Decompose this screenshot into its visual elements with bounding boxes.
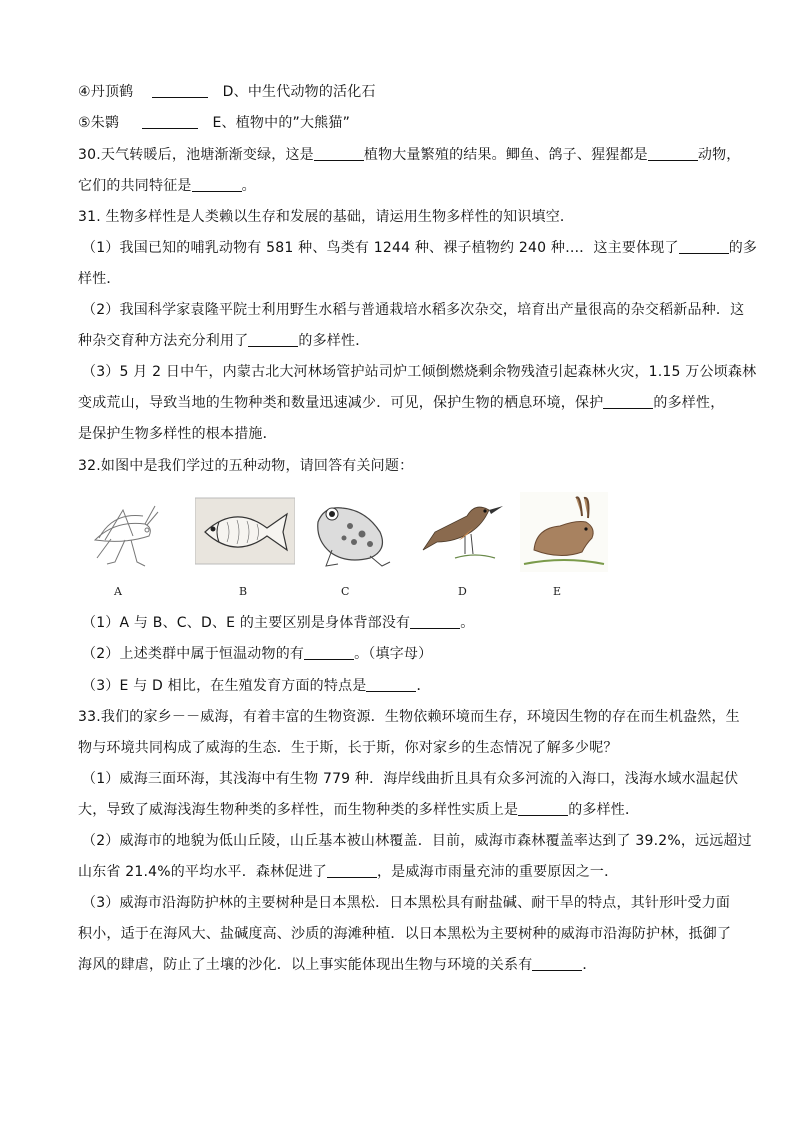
question-text: 变成荒山，导致当地的生物种类和数量迅速减少．可见，保护生物的栖息环境，保护 xyxy=(78,395,604,411)
question-text: 的多样性． xyxy=(298,333,370,349)
figure-label-c: C xyxy=(341,585,350,598)
answer-blank[interactable] xyxy=(248,332,298,347)
question-text: 31. 生物多样性是人类赖以生存和发展的基础，请运用生物多样性的知识填空． xyxy=(78,209,575,225)
question-32-3 xyxy=(82,676,727,696)
question-33-stem-2 xyxy=(78,738,723,758)
answer-blank[interactable] xyxy=(327,863,377,878)
question-text: 。（填字母） xyxy=(354,646,433,662)
question-32-2 xyxy=(82,644,727,664)
question-text: ，是威海市雨量充沛的重要原因之一． xyxy=(376,864,619,880)
answer-blank[interactable] xyxy=(142,114,198,129)
question-31-stem xyxy=(78,207,723,227)
question-text: 是保护生物多样性的根本措施． xyxy=(78,426,277,442)
rabbit-illustration xyxy=(520,492,608,572)
question-31-3-line-3 xyxy=(78,424,723,444)
question-text: 样性． xyxy=(78,271,121,287)
question-33-stem-1 xyxy=(78,707,740,727)
question-text: 的多 xyxy=(728,240,758,256)
answer-blank[interactable] xyxy=(366,677,416,692)
question-text: 积小，适于在海风大、盐碱度高、沙质的海滩种植．以日本黑松为主要树种的威海市沿海防护林，抵御了 xyxy=(78,926,732,942)
question-text: （2）上述类群中属于恒温动物的有 xyxy=(82,646,305,662)
question-text: 大，导致了威海浅海生物种类的多样性，而生物种类的多样性实质上是 xyxy=(78,802,519,818)
question-text: 种杂交育种方法充分利用了 xyxy=(78,333,249,349)
answer-blank[interactable] xyxy=(410,614,460,629)
question-33-1-line-2 xyxy=(78,800,723,820)
question-text: 植物大量繁殖的结果。鲫鱼、鸽子、猩猩都是 xyxy=(363,147,648,163)
answer-blank[interactable] xyxy=(603,394,653,409)
bird-illustration xyxy=(415,492,510,572)
question-text: （3）威海市沿海防护林的主要树种是日本黑松．日本黑松具有耐盐碱、耐干旱的特点，其针形叶受力面 xyxy=(82,895,731,911)
question-text: （3）E 与 D 相比，在生殖发育方面的特点是 xyxy=(82,678,367,694)
question-text: 山东省 21.4%的平均水平．森林促进了 xyxy=(78,864,327,880)
question-33-1-line-1 xyxy=(82,769,739,789)
answer-blank[interactable] xyxy=(152,83,208,98)
question-text: 。 xyxy=(460,615,475,631)
question-31-3-line-2 xyxy=(78,393,723,413)
question-30-line-2 xyxy=(78,176,723,196)
question-text: 32.如图中是我们学过的五种动物，请回答有关问题： xyxy=(78,458,414,474)
question-31-2-line-1 xyxy=(82,300,745,320)
question-30-line-1 xyxy=(78,145,741,165)
option-text: E、植物中的”大熊猫” xyxy=(212,115,351,131)
question-text: 它们的共同特征是 xyxy=(78,178,192,194)
question-text: ． xyxy=(582,957,597,973)
question-32-stem xyxy=(78,456,723,476)
question-31-1-line-2 xyxy=(78,269,723,289)
question-text: （2）我国科学家袁隆平院士利用野生水稻与普通栽培水稻多次杂交，培育出产量很高的杂交稻新品种．这 xyxy=(82,302,745,318)
option-line-4 xyxy=(78,82,723,102)
question-32-1 xyxy=(82,613,727,633)
question-31-1-line-1 xyxy=(82,238,758,258)
answer-blank[interactable] xyxy=(314,146,364,161)
grasshopper-illustration xyxy=(85,492,160,572)
question-text: （2）威海市的地貌为低山丘陵，山丘基本被山林覆盖．目前，威海市森林覆盖率达到了 39.2%，远远超过 xyxy=(82,833,752,849)
question-33-2-line-1 xyxy=(82,831,752,851)
answer-blank[interactable] xyxy=(192,177,242,192)
question-text: 海风的肆虐，防止了土壤的沙化．以上事实能体现出生物与环境的关系有 xyxy=(78,957,533,973)
option-label: ⑤朱鹮 xyxy=(78,115,120,131)
question-33-3-line-1 xyxy=(82,893,731,913)
question-text: 物与环境共同构成了威海的生态．生于斯，长于斯，你对家乡的生态情况了解多少呢？ xyxy=(78,740,618,756)
option-label: ④丹顶鹤 xyxy=(78,84,134,100)
question-31-2-line-2 xyxy=(78,331,723,351)
question-text: （1）A 与 B、C、D、E 的主要区别是身体背部没有 xyxy=(82,615,411,631)
question-33-3-line-2 xyxy=(78,924,732,944)
figure-label-d: D xyxy=(458,585,468,598)
figure-label-b: B xyxy=(239,585,248,598)
answer-blank[interactable] xyxy=(532,956,582,971)
question-31-3-line-1 xyxy=(82,362,757,382)
question-text: 33.我们的家乡－－威海，有着丰富的生物资源．生物依赖环境而生存，环境因生物的存在而生机盎然，生 xyxy=(78,709,740,725)
fish-illustration xyxy=(195,492,295,572)
option-line-5 xyxy=(78,113,723,133)
question-text: 。 xyxy=(241,178,256,194)
frog-illustration xyxy=(310,492,395,572)
question-text: 动物， xyxy=(697,147,741,163)
answer-blank[interactable] xyxy=(679,239,729,254)
question-text: （1）我国已知的哺乳动物有 581 种、鸟类有 1244 种、裸子植物约 240 种…．这主要体现了 xyxy=(82,240,679,256)
question-text: （1）威海三面环海，其浅海中有生物 779 种．海岸线曲折且具有众多河流的入海口，浅海水域水温起伏 xyxy=(82,771,739,787)
question-33-3-line-3 xyxy=(78,955,723,975)
question-text: 的多样性． xyxy=(568,802,640,818)
option-text: D、中生代动物的活化石 xyxy=(222,84,376,100)
answer-blank[interactable] xyxy=(304,645,354,660)
answer-blank[interactable] xyxy=(518,801,568,816)
figure-label-a: A xyxy=(114,585,123,598)
figure-label-e: E xyxy=(553,585,562,598)
question-text: 30.天气转暖后，池塘渐渐变绿，这是 xyxy=(78,147,314,163)
question-text: （3）5 月 2 日中午，内蒙古北大河林场管护站司炉工倾倒燃烧剩余物残渣引起森林火灾，1.15 万公顷森林 xyxy=(82,364,757,380)
question-text: ． xyxy=(416,678,431,694)
question-33-2-line-2 xyxy=(78,862,723,882)
animal-figures xyxy=(85,492,625,602)
answer-blank[interactable] xyxy=(648,146,698,161)
question-text: 的多样性， xyxy=(653,395,725,411)
